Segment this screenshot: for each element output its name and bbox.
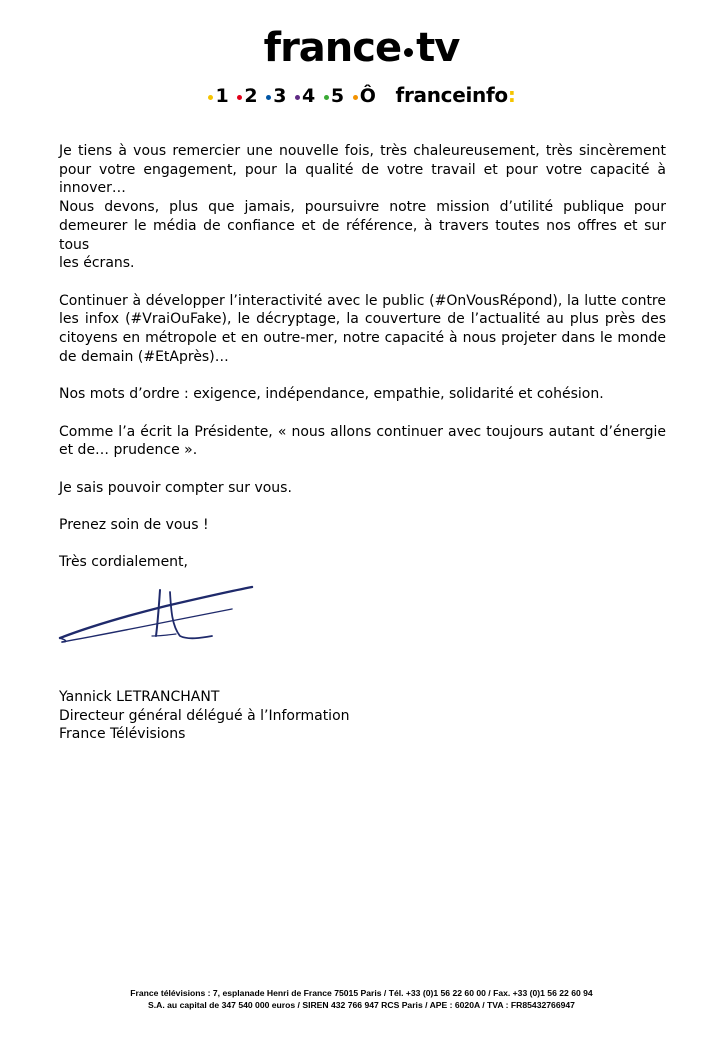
text-line: les écrans. bbox=[59, 255, 135, 272]
text-line: les infox (#VraiOuFake), le décryptage, la couverture de l’actualité au plus près des bbox=[59, 311, 666, 328]
signer-block bbox=[59, 688, 350, 744]
channel-dot bbox=[324, 95, 329, 100]
channel-dot bbox=[353, 95, 358, 100]
channel-o bbox=[353, 83, 376, 109]
paragraph-closing bbox=[59, 553, 666, 572]
text-line: Prenez soin de vous ! bbox=[59, 516, 209, 533]
text-line: de demain (#EtAprès)… bbox=[59, 348, 229, 365]
channel-dot bbox=[208, 95, 213, 100]
signer-name: Yannick LETRANCHANT bbox=[59, 689, 220, 705]
text-line: Continuer à développer l’interactivité avec le public (#OnVousRépond), la lutte contre bbox=[59, 292, 666, 309]
text-line: Comme l’a écrit la Présidente, « nous allons continuer avec toujours autant d’énergie bbox=[59, 423, 666, 440]
footer-address-line: France télévisions : 7, esplanade Henri de France 75015 Paris / Tél. +33 (0)1 56 22 60 00 / Fax. +33 (0)1 56 22 60 94 bbox=[130, 988, 593, 998]
channel-logos bbox=[0, 82, 723, 109]
signer-company: France Télévisions bbox=[59, 726, 186, 743]
channel-label: 1 bbox=[215, 85, 229, 107]
channel-1 bbox=[208, 83, 228, 109]
paragraph-president-quote bbox=[59, 423, 666, 460]
signer-role: Directeur général délégué à l’Information bbox=[59, 707, 350, 724]
france-tv-logo bbox=[0, 24, 723, 72]
text-line: Nos mots d’ordre : exigence, indépendance, empathie, solidarité et cohésion. bbox=[59, 386, 604, 403]
brand-left-text: france bbox=[263, 25, 402, 71]
text-line: Je sais pouvoir compter sur vous. bbox=[59, 479, 292, 496]
paragraph-watchwords bbox=[59, 385, 666, 404]
channel-3 bbox=[266, 83, 286, 109]
letter-body bbox=[59, 142, 666, 591]
paragraph-take-care bbox=[59, 516, 666, 535]
franceinfo-logo bbox=[396, 83, 516, 107]
channel-label: 2 bbox=[244, 85, 258, 107]
channel-dot bbox=[266, 95, 271, 100]
paragraph-count-on-you bbox=[59, 479, 666, 498]
channel-label: 4 bbox=[302, 85, 316, 107]
channel-label: 3 bbox=[273, 85, 287, 107]
channel-dot bbox=[295, 95, 300, 100]
handwritten-signature bbox=[56, 580, 256, 650]
footer-legal bbox=[0, 987, 723, 1011]
text-line: innover… bbox=[59, 180, 126, 197]
text-line: Je tiens à vous remercier une nouvelle fois, très chaleureusement, très sincèrement bbox=[59, 143, 666, 159]
text-line: et de… prudence ». bbox=[59, 442, 198, 459]
text-line: Très cordialement, bbox=[59, 554, 188, 571]
paragraph-thanks bbox=[59, 142, 666, 273]
channel-dot bbox=[237, 95, 242, 100]
text-line: citoyens en métropole et en outre-mer, notre capacité à nous projeter dans le monde bbox=[59, 330, 666, 347]
channel-5 bbox=[324, 83, 344, 109]
channel-2 bbox=[237, 83, 257, 109]
text-line: pour votre engagement, pour la qualité de votre travail et pour votre capacité à bbox=[59, 161, 666, 178]
brand-right-text: tv bbox=[416, 25, 460, 71]
franceinfo-colon: : bbox=[507, 83, 516, 107]
paragraph-mission bbox=[59, 292, 666, 367]
text-line: Nous devons, plus que jamais, poursuivre notre mission d’utilité publique pour bbox=[59, 199, 666, 216]
text-line: demeurer le média de confiance et de référence, à travers toutes nos offres et sur tous bbox=[59, 217, 666, 253]
channel-4 bbox=[295, 83, 315, 109]
channel-label: 5 bbox=[330, 85, 345, 107]
channel-label: Ô bbox=[359, 85, 376, 107]
franceinfo-text: franceinfo bbox=[395, 83, 508, 107]
logo-dot bbox=[404, 48, 413, 57]
footer-company-line: S.A. au capital de 347 540 000 euros / SIREN 432 766 947 RCS Paris / APE : 6020A / TVA : FR85432766947 bbox=[148, 1000, 575, 1010]
